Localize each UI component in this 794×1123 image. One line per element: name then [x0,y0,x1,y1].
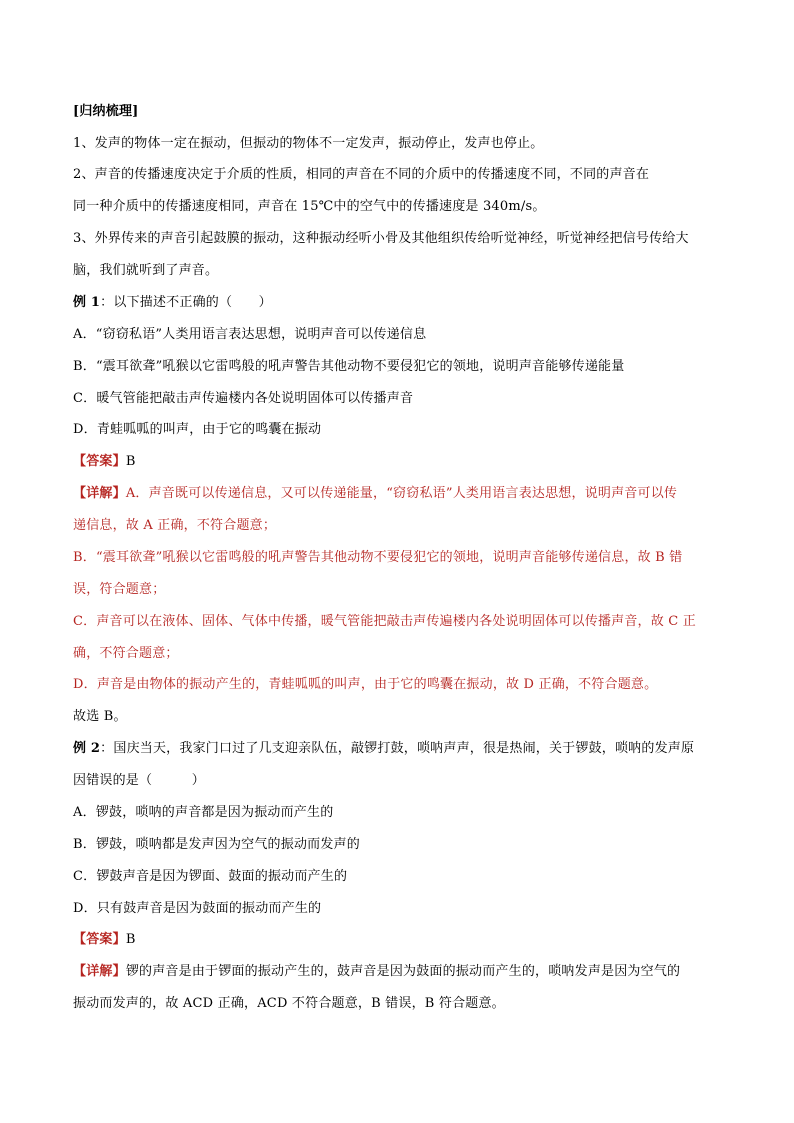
example-1-question: ：以下描述不正确的（ ） [100,295,272,310]
example-2-stem-line-1 [73,739,694,759]
example-1-label: 例 1 [73,295,101,310]
example-2-option-b: B．锣鼓，唢呐都是发声因为空气的振动而发声的 [73,837,360,852]
answer-tag: 【答案】 [73,932,126,947]
example-2-option-a: A．锣鼓，唢呐的声音都是因为振动而产生的 [73,805,334,820]
summary-point-1: 1、发声的物体一定在振动，但振动的物体不一定发声，振动停止，发声也停止。 [73,136,544,151]
summary-point-2-line-2: 同一种介质中的传播速度相同，声音在 15℃中的空气中的传播速度是 340m/s。 [73,199,546,214]
answer-value: B [125,454,136,469]
example-2-option-d: D．只有鼓声音是因为鼓面的振动而产生的 [73,901,322,916]
summary-point-2-line-1: 2、声音的传播速度决定于介质的性质，相同的声音在不同的介质中的传播速度不同，不同的声音在 [73,167,650,182]
summary-heading: [归纳梳理] [73,104,139,119]
example-2-detail-line-1 [73,962,680,982]
summary-point-3-line-1: 3、外界传来的声音引起鼓膜的振动，这种振动经听小骨及其他组织传给听觉神经，听觉神经把信号传给大 [73,231,689,246]
example-1-option-b: B．“震耳欲聋”吼猴以它雷鸣般的吼声警告其他动物不要侵犯它的领地，说明声音能够传递能量 [73,359,625,374]
example-1-detail-1-line-2: 递信息，故 A 正确，不符合题意； [73,518,277,533]
detail-text: A．声音既可以传递信息，又可以传递能量，“窃窃私语”人类用语言表达思想，说明声音可以传 [125,486,678,501]
detail-tag: 【详解】 [73,486,126,501]
example-1-detail-2-line-1: B．“震耳欲聋”吼猴以它雷鸣般的吼声警告其他动物不要侵犯它的领地，说明声音能够传递信息，故 B 错 [73,550,683,565]
summary-point-3-line-2: 脑，我们就听到了声音。 [73,263,219,278]
example-1-option-a: A．“窃窃私语”人类用语言表达思想，说明声音可以传递信息 [73,327,427,342]
example-1-stem [73,293,272,313]
example-1-conclusion: 故选 B。 [73,709,127,724]
example-1-detail-4: D．声音是由物体的振动产生的，青蛙呱呱的叫声，由于它的鸣囊在振动，故 D 正确，不符合题意。 [73,677,658,692]
example-1-detail-1-line-1 [73,484,677,504]
example-2-detail-line-2: 振动而发声的，故 ACD 正确，ACD 不符合题意，B 错误，B 符合题意。 [73,996,505,1011]
example-1-detail-3-line-2: 确，不符合题意； [73,646,179,661]
detail-tag: 【详解】 [73,964,126,979]
example-2-label: 例 2 [73,741,101,756]
example-2-answer [73,930,136,950]
example-2-option-c: C．锣鼓声音是因为锣面、鼓面的振动而产生的 [73,869,348,884]
example-1-answer [73,452,136,472]
detail-text: 锣的声音是由于锣面的振动产生的，鼓声音是因为鼓面的振动而产生的，唢呐发声是因为空气的 [125,964,681,979]
example-1-option-d: D．青蛙呱呱的叫声，由于它的鸣囊在振动 [73,422,322,437]
example-2-stem-line-2: 因错误的是（ ） [73,773,206,788]
example-2-question: ：国庆当天，我家门口过了几支迎亲队伍，敲锣打鼓，唢呐声声，很是热闹，关于锣鼓，唢呐的发声原 [100,741,695,756]
answer-value: B [125,932,136,947]
answer-tag: 【答案】 [73,454,126,469]
example-1-option-c: C．暖气管能把敲击声传遍楼内各处说明固体可以传播声音 [73,391,414,406]
example-1-detail-3-line-1: C．声音可以在液体、固体、气体中传播，暖气管能把敲击声传遍楼内各处说明固体可以传播声音，故 C 正 [73,614,696,629]
example-1-detail-2-line-2: 误，符合题意； [73,582,166,597]
